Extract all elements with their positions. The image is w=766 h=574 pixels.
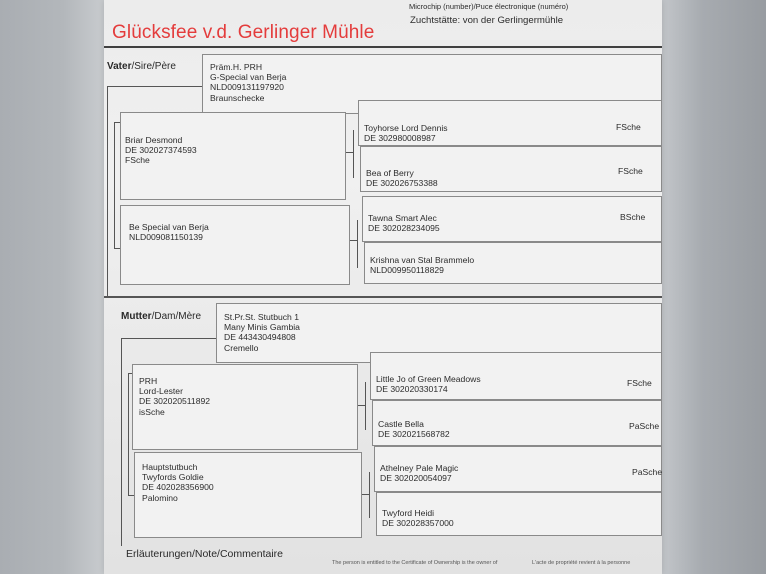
gg-8-info: Twyford Heidi DE 302028357000: [382, 508, 454, 529]
paternal-granddam-box: [120, 205, 350, 285]
gg-2-color: FSche: [618, 166, 643, 176]
notes-label: Erläuterungen/Note/Commentaire: [126, 548, 283, 560]
sire-connector-v: [107, 86, 108, 296]
breeder-value: von der Gerlingermühle: [462, 15, 564, 26]
gg-5-color: FSche: [627, 378, 652, 388]
sire-branch-v: [114, 122, 115, 248]
document-title: Glücksfee v.d. Gerlinger Mühle: [112, 22, 375, 43]
dam-section-label: Mutter/Dam/Mère: [121, 311, 202, 322]
gg-1-info: Toyhorse Lord Dennis DE 302980008987: [364, 123, 448, 144]
gg-connector-2v: [357, 220, 358, 268]
dam-branch-v: [128, 373, 129, 495]
sire-section-label: Vater/Sire/Père: [107, 61, 176, 72]
footer-note-2: L'acte de propriété revient à la personne: [532, 560, 631, 566]
dam-info: St.Pr.St. Stutbuch 1 Many Minis Gambia DE 443430494808 Cremello: [224, 312, 300, 353]
breeder-label: Zuchtstätte:: [410, 15, 461, 26]
gg-connector-2: [350, 240, 357, 241]
gg-6-color: PaSche: [629, 421, 660, 431]
paternal-granddam-info: Be Special van Berja NLD009081150139: [129, 222, 209, 243]
gg-1-color: FSche: [616, 122, 641, 132]
gg-5-info: Little Jo of Green Meadows DE 302020330174: [376, 374, 481, 395]
gg-4-info: Krishna van Stal Brammelo NLD009950118829: [370, 255, 475, 276]
maternal-granddam-info: Hauptstutbuch Twyfords Goldie DE 402028356900 Palomino: [142, 462, 214, 503]
footer-note-1: The person is entitled to the Certificate of Ownership is the owner of: [332, 560, 498, 566]
gg-7-info: Athelney Pale Magic DE 302020054097: [380, 463, 459, 484]
gg-connector-3: [358, 405, 365, 406]
gg-2-info: Bea of Berry DE 302026753388: [366, 168, 438, 189]
pedigree-document: [104, 0, 662, 574]
sire-info: Präm.H. PRH G-Special van Berja NLD009131197920 Braunschecke: [210, 62, 287, 103]
sire-connector-h: [107, 86, 202, 87]
microchip-label: Microchip (number)/Puce électronique (numéro): [409, 2, 569, 11]
header-divider: [104, 46, 662, 48]
breeder-line: [410, 16, 563, 26]
gg-connector-4v: [369, 472, 370, 518]
gg-3-color: BSche: [620, 212, 646, 222]
gg-6-info: Castle Bella DE 302021568782: [378, 419, 450, 440]
gg-connector-4: [362, 494, 369, 495]
dam-connector-h: [121, 338, 216, 339]
gg-3-info: Tawna Smart Alec DE 302028234095: [368, 213, 440, 234]
gg-connector-1: [346, 152, 353, 153]
gg-connector-1v: [353, 130, 354, 178]
maternal-grandsire-info: PRH Lord-Lester DE 302020511892 isSche: [139, 376, 211, 417]
section-divider: [104, 296, 662, 298]
background-left: [0, 0, 105, 574]
gg-7-color: PaSche: [632, 467, 662, 477]
gg-connector-3v: [365, 382, 366, 430]
paternal-grandsire-info: Briar Desmond DE 302027374593 FSche: [125, 135, 197, 166]
background-right: [660, 0, 766, 574]
dam-connector-v: [121, 338, 122, 546]
